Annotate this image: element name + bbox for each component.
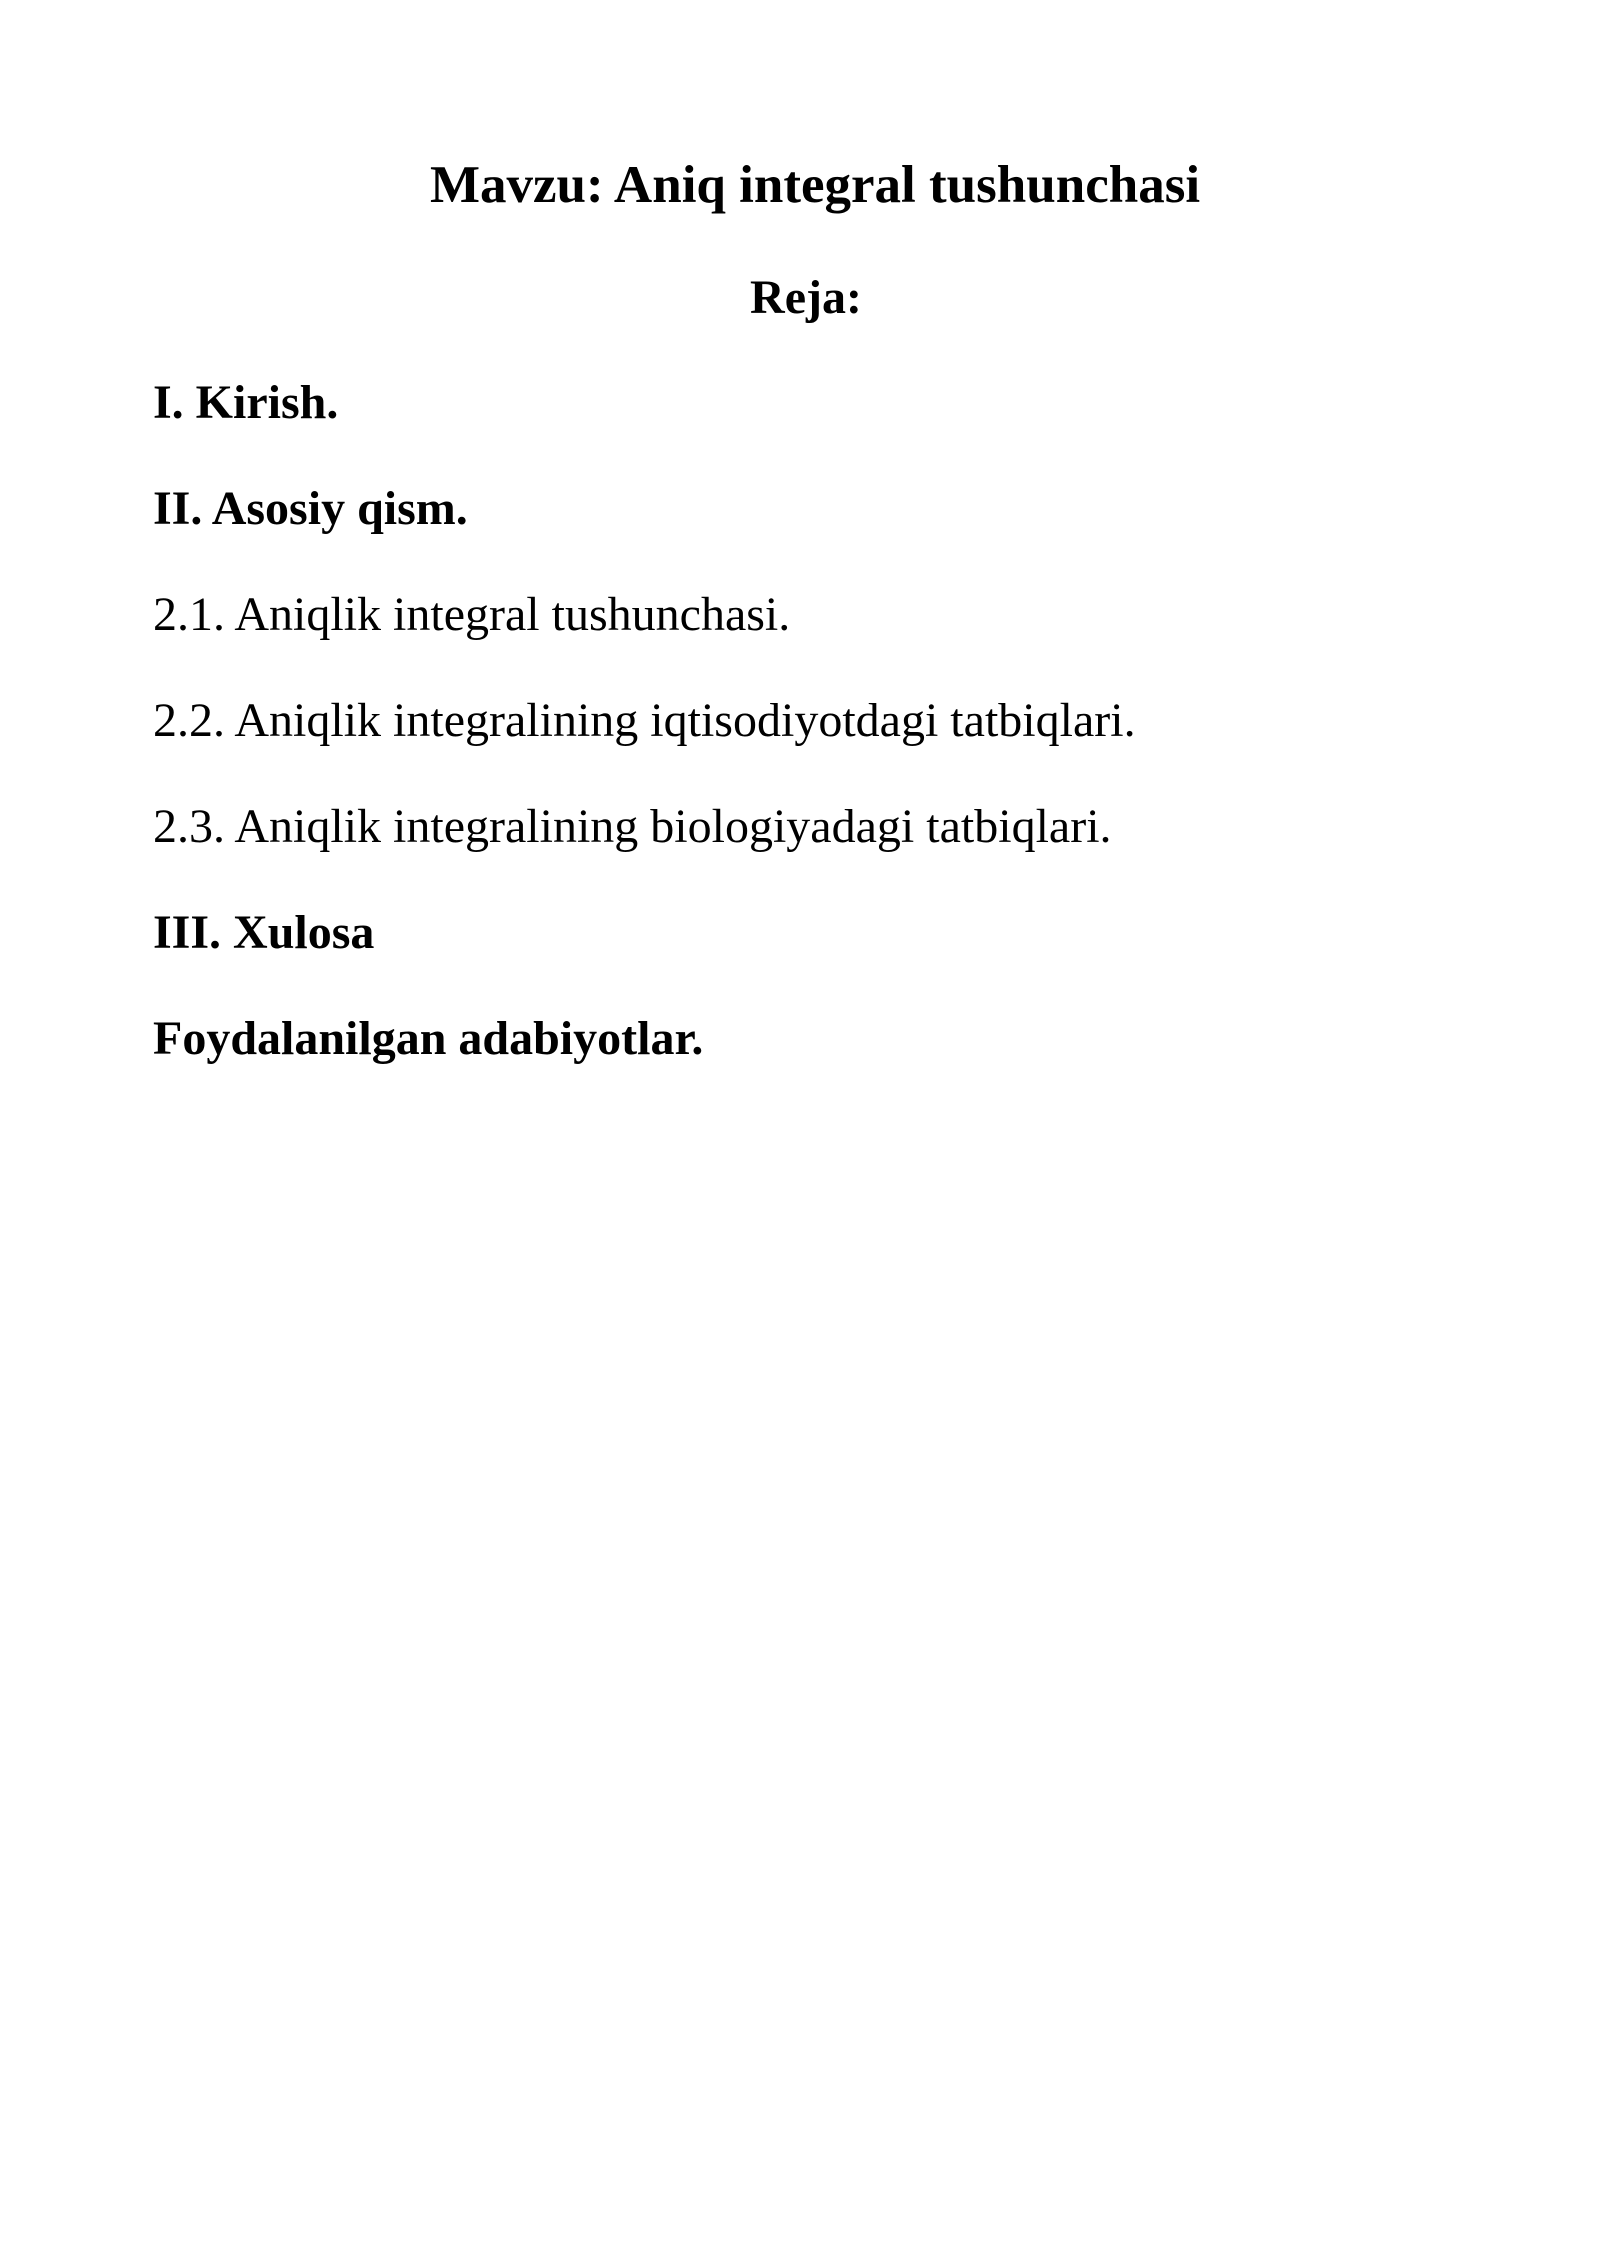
outline-item-conclusion: III. Xulosa (153, 906, 375, 959)
outline-item-introduction: I. Kirish. (153, 376, 339, 429)
outline-item-main-part: II. Asosiy qism. (153, 482, 468, 535)
outline-item-2-2: 2.2. Aniqlik integralining iqtisodiyotdagi tatbiqlari. (153, 694, 1136, 747)
outline-item-references: Foydalanilgan adabiyotlar. (153, 1012, 704, 1065)
plan-heading: Reja: (750, 271, 862, 324)
outline-item-2-3: 2.3. Aniqlik integralining biologiyadagi tatbiqlari. (153, 800, 1112, 853)
outline-item-2-1: 2.1. Aniqlik integral tushunchasi. (153, 588, 791, 641)
page-title: Mavzu: Aniq integral tushunchasi (429, 156, 1201, 214)
